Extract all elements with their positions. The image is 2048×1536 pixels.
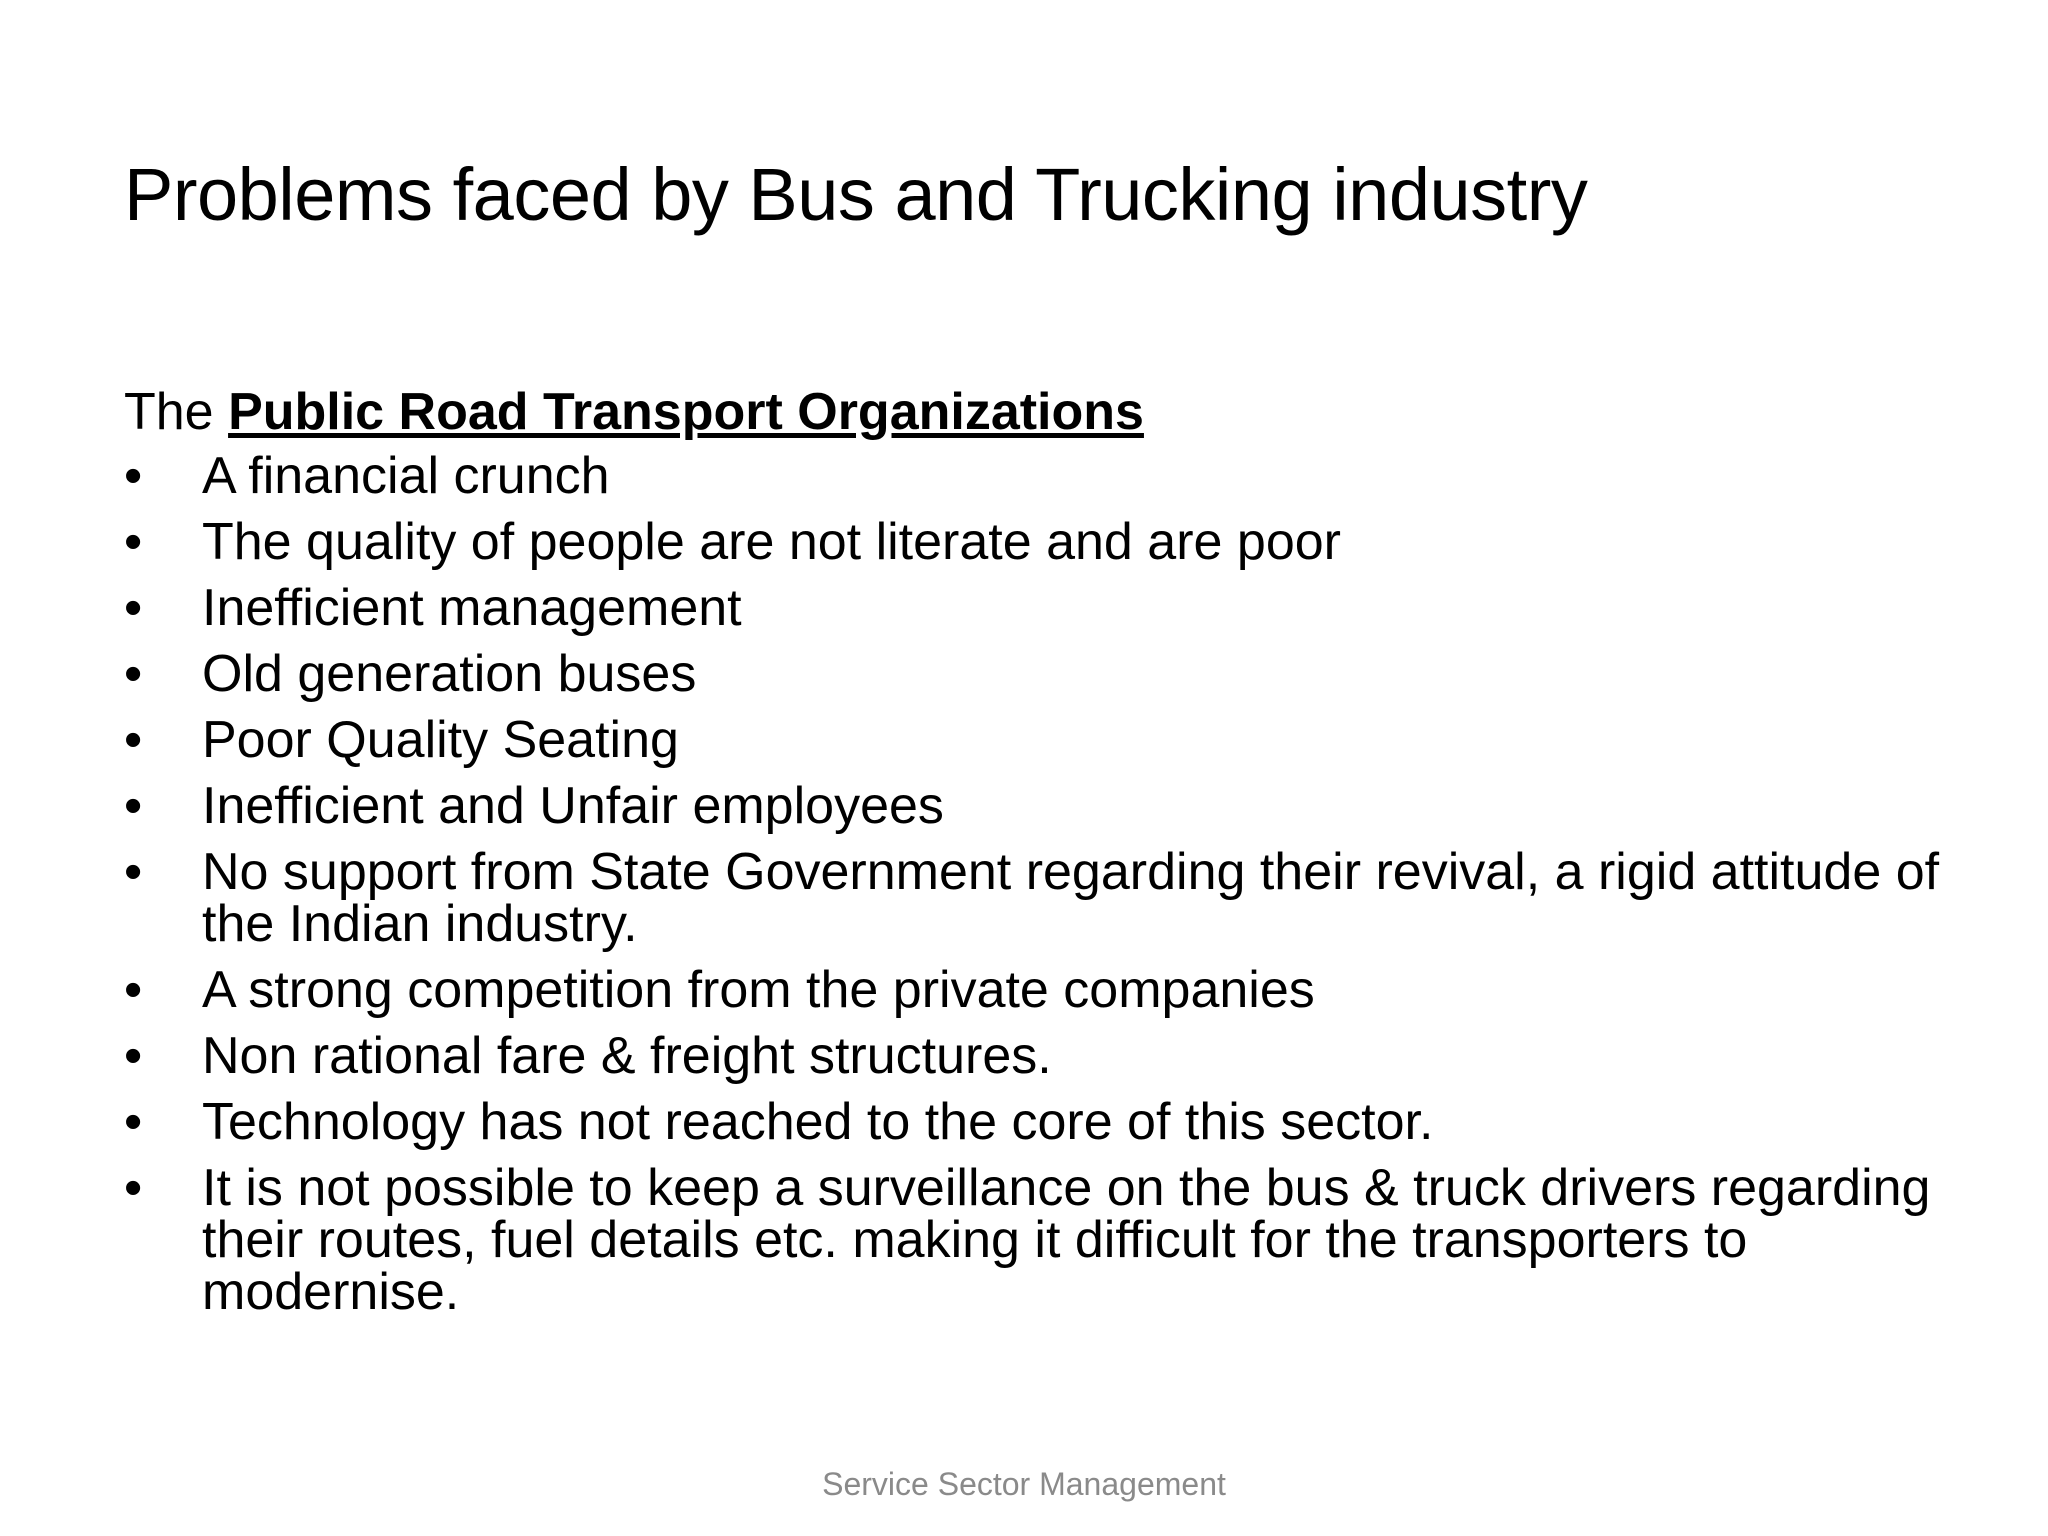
bullet-item — [124, 1159, 1964, 1321]
bullet-item — [124, 513, 1964, 571]
slide-footer: Service Sector Management — [822, 1466, 1226, 1502]
bullet-icon: • — [124, 645, 143, 703]
bullet-text: No support from State Government regarding their revival, a rigid attitude of the Indian industry. — [202, 843, 1940, 953]
bullet-text: A financial crunch — [202, 447, 610, 505]
bullet-text: Old generation buses — [202, 645, 697, 703]
intro-line — [124, 383, 1964, 441]
bullet-list — [124, 447, 1964, 1321]
bullet-text: Non rational fare & freight structures. — [202, 1027, 1052, 1085]
bullet-icon: • — [124, 513, 143, 571]
bullet-item — [124, 645, 1964, 703]
bullet-icon: • — [124, 1027, 143, 1085]
bullet-text: Poor Quality Seating — [202, 711, 679, 769]
bullet-text: It is not possible to keep a surveillance on the bus & truck drivers regarding their routes, fuel details etc. making it difficult for the transporters to modernise. — [202, 1159, 1931, 1321]
bullet-icon: • — [124, 777, 143, 835]
bullet-text: The quality of people are not literate and are poor — [202, 513, 1341, 571]
bullet-icon: • — [124, 711, 143, 769]
bullet-item — [124, 961, 1964, 1019]
bullet-icon: • — [124, 1159, 143, 1217]
bullet-text: Technology has not reached to the core of this sector. — [202, 1093, 1434, 1151]
bullet-icon: • — [124, 961, 143, 1019]
slide-title: Problems faced by Bus and Trucking industry — [124, 153, 1588, 236]
bullet-text: Inefficient and Unfair employees — [202, 777, 944, 835]
bullet-item — [124, 711, 1964, 769]
bullet-icon: • — [124, 447, 143, 505]
bullet-item — [124, 777, 1964, 835]
bullet-icon: • — [124, 843, 143, 901]
bullet-item — [124, 447, 1964, 505]
bullet-item — [124, 1027, 1964, 1085]
bullet-icon: • — [124, 1093, 143, 1151]
bullet-item — [124, 1093, 1964, 1151]
intro-prefix: The — [124, 383, 229, 441]
bullet-text: A strong competition from the private companies — [202, 961, 1315, 1019]
organization-heading: Public Road Transport Organizations — [228, 383, 1144, 441]
slide-content — [124, 383, 1964, 1332]
bullet-text: Inefficient management — [202, 579, 742, 637]
bullet-item — [124, 843, 1964, 953]
bullet-icon: • — [124, 579, 143, 637]
bullet-item — [124, 579, 1964, 637]
